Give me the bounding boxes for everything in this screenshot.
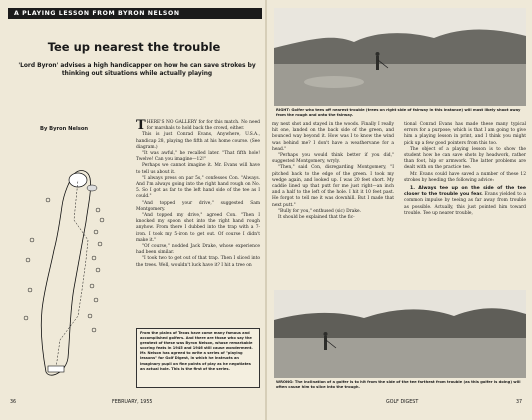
article-column-1 bbox=[136, 120, 260, 269]
hole-diagram bbox=[8, 140, 118, 390]
magazine-name: GOLF DIGEST bbox=[386, 400, 419, 405]
paragraph: tional Conrad Evans has made these many typical errors for a purpose; which is that I am going to give him a playing lesson in print, and I think you might pick up a few good pointers from this too. bbox=[404, 122, 526, 146]
paragraph: my next shot and stayed in the woods. Finally I really hit one, landed on the back side of the green, and bounced way beyond it. How was I to know the wind was behind me? I don't have a weathervane for a head." bbox=[272, 122, 394, 152]
photo-wrong-example bbox=[274, 290, 526, 378]
paragraph: Perhaps we cannot imagine it. Mr. Evans will have to tell us about it. bbox=[136, 163, 260, 175]
paragraph: "Of course," nodded Jack Drake, whose experience had been similar. bbox=[136, 244, 260, 256]
article-title: Tee up nearest the trouble bbox=[47, 40, 221, 54]
series-banner: A PLAYING LESSON FROM BYRON NELSON bbox=[8, 8, 262, 19]
paragraph: "It was awful," he recalled later. "That fifth hole! Twelve! Can you imagine—12!" bbox=[136, 151, 260, 163]
page-number-right: 37 bbox=[516, 400, 523, 405]
article-column-3 bbox=[404, 122, 526, 217]
issue-date: FEBRUARY, 1955 bbox=[112, 400, 153, 405]
article-deck: 'Lord Byron' advises a high handicapper on how he can save strokes by thinking out situations while actually playing bbox=[18, 63, 256, 77]
paragraph: This is just Conrad Evans, Anywhere, U.S.A., handicap 28, playing the fifth at his home course. (See diagram.) bbox=[136, 132, 260, 150]
paragraph: "Bully for you," enthused (sic) Drake. bbox=[278, 208, 362, 214]
article-column-2 bbox=[272, 122, 394, 221]
photo-right-example bbox=[274, 8, 526, 106]
point-heading: 1. Always tee up on the side of the tee closer to the trouble you fear. bbox=[404, 186, 526, 198]
right-page bbox=[266, 0, 532, 420]
paragraph: "And topped your drive," suggested Sam Montgomery. bbox=[136, 200, 260, 212]
author-sidebar: From the plains of Texas have come many famous and accomplished golfers. And there are those who say the greatest of these was Byron Nelson, whose remarkable scoring feats in 1945 and 1946 still cause wonderment. Mr. Nelson has agreed to write a series of "playing lessons" for Golf Digest, in which he instructs an imaginary pupil on fine points of play as he negotiates an actual hole. This is the first of the series. bbox=[136, 328, 260, 388]
page-number-left: 36 bbox=[10, 400, 17, 405]
caption-wrong-photo: WRONG: The inclination of a golfer is to hit from the side of the tee farthest from trouble (as this golfer is doing) will often cause him to slice into the trough. bbox=[276, 380, 521, 389]
drop-cap: T bbox=[136, 118, 146, 133]
paragraph: Mr. Evans could have saved a number of these 12 strokes by heeding the following advice: bbox=[404, 171, 526, 183]
point-body: Evans yielded to a common impulse by teeing as far away from trouble as possible. Actually, this just pointed him toward trouble. Tee up nearer trouble, bbox=[404, 192, 526, 216]
paragraph: "Then," said Con, disregarding Montgomery, "I pitched back to the edge of the green. I took my wedge again, and looked up. I was 20 feet short. My caddie lined up that putt for me just right—an inch and a half to the left of the hole. I hit it 10 feet past. He forgot to tell me it was downhill. But I made that next putt." bbox=[272, 165, 394, 208]
paragraph: "And topped my drive," agreed Con. "Then I knocked my spoon shot into the right hand rough anyhow. From there I dubbed into the trap with a 7-iron. I took my 5-iron to get out. Of course I didn't make it." bbox=[136, 213, 260, 243]
paragraph: It should be explained that the fic- bbox=[278, 215, 355, 221]
paragraph: HERE'S NO GALLERY for for this match. No need for marshals to hold back the crowd, either. bbox=[146, 120, 260, 132]
paragraph: "I took two to get out of that trap. Then I sliced into the trees. Well, wouldn't luck have it? I hit a tree on bbox=[136, 256, 260, 268]
caption-right-photo: RIGHT: Golfer who tees off nearest trouble (trees on right side of fairway in this instance) will most likely shoot away from the rough and onto the fairway. bbox=[276, 108, 521, 117]
paragraph: "I always press on par 5s," confesses Con. "Always. And I'm always going into the right hand rough on No. 5. So I got as far to the left hand side of the tee as I could." bbox=[136, 175, 260, 200]
paragraph: The object of a playing lesson is to show the student how he can save shots by headwork, rather than foot, hip or armwork. The latter problems are dealt with on the practice tee. bbox=[404, 146, 526, 171]
paragraph: "Perhaps you would think better if you did," suggested Montgomery, wryly. bbox=[272, 153, 394, 165]
byline: By Byron Nelson bbox=[40, 126, 89, 132]
